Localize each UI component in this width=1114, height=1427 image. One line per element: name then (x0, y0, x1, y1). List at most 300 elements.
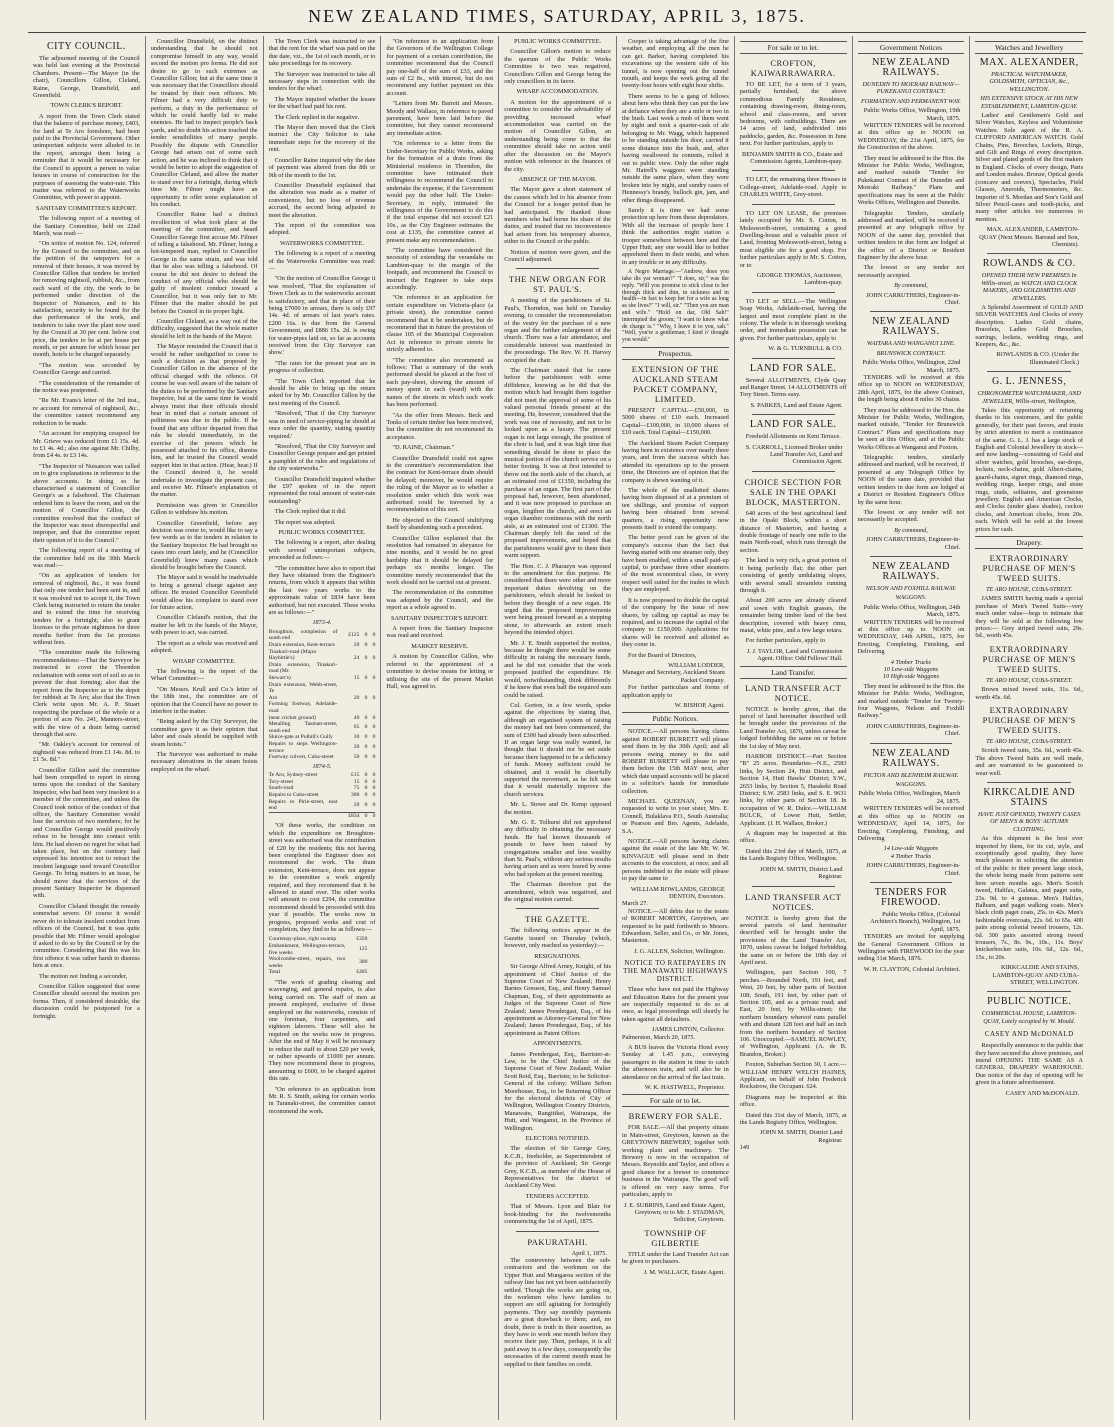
table-cell: 0 (372, 772, 376, 779)
paragraph: "Mr. Oakley's account for removal of nightsoil was reduced from £1 14s. 8d. to £1 5s. 8d." (33, 741, 140, 764)
crofton-title: CROFTON, KAIWARRAWARRA. (750, 58, 836, 78)
paragraph: "Letters from Mr. Barrett and Messrs. Moody and Wallace, in reference to paved pavement, have been laid before the committee, but they cannot recommend any immediate action. (386, 100, 494, 137)
paragraph: The Surveyor was authorised to make necessary alterations in the steam hoists employed on the wharf. (150, 750, 258, 773)
table-cell: Tinakori-road (Major (268, 648, 317, 655)
drapery-2-body: Brown mixed tweed suits, 31s. 6d., worth 45s. 6d. (975, 686, 1084, 701)
railway-ad-3-title: NEW ZEALAND RAILWAYS. (872, 560, 950, 582)
paragraph: TOWN CLERK'S REPORT. (50, 102, 123, 110)
works-notes-2 (269, 979, 376, 1115)
table-cell: Woolcombe-street, repairs, two weeks (268, 956, 346, 969)
table-cell: Total (268, 969, 281, 976)
paragraph: "The rates for the present year are in progress of collection. (268, 359, 376, 375)
table-row (269, 662, 376, 675)
kirkcaldie-sub: HAVE JUST OPENED, TWENTY CASES OF MEN'S & BOYS' AUTUMN CLOTHING. (977, 811, 1081, 833)
paragraph: Councillor Dransfield explained that the alteration was made as a matter of convenience, but no loss of revenue accrued, the second being adjusted to meet the alteration. (268, 181, 376, 219)
watches-heading: Watches and Jewellery (975, 41, 1083, 54)
paragraph: Councillor Gillon explained that the resolution had remained in abeyance for nine months, and it would be no great hardship that it should be delayed for perhaps six months longer. The committee merely recommended that the work should not be carried out at present. (386, 534, 494, 587)
steam-packet-body (622, 440, 729, 659)
soap-works-ad: TO LET or SELL.—The Wellington Soap Works, Adelaide-road, having the largest and most complete plant in the colony. The whole is in thorough working order, and immediate possession can be given. For further particulars, apply to (739, 297, 847, 342)
paragraph: Councillor Cleland thought the remedy somewhat severe. Of course it would never do to tolerate insolent conduct from officers of the Council, but it was quite possible that Mr. Filmer would apologise if asked to do so by the Council or by the committee. Considering that this was his first offence it was rather harsh to dismiss him at once. (33, 902, 140, 970)
land-transfer-1-date: Dated this 23rd day of March, 1875, at the Lands Registry Office, Wellington. (739, 847, 847, 863)
max-alexander-body: Ladies' and Gentlemen's Gold and Silver Watches, Keyless and Voluminster Watches. Sole agent of the R. A. CLIFFORD AMERICAN WATCH. Gold Chains, Pins, Brooches, Lockets, Rings, and Gilt and Rings of every description. Silver and plated goods of the first makers in England. Clocks of every design, Paris and London makes. Bronze, Optical goods (concave and convex), Spectacles, Field Glasses, Aneroids, Thermometers, &c. Importer of S. Mordan and Son's Gold and Silver Pencil-cases and tooth-picks, and many other articles too numerous to mention. (975, 112, 1084, 223)
opaki-signature: J. J. TAYLOR, Land and Commission Agent. Office: Odd Fellows' Hall. (746, 647, 843, 663)
paragraph: "On an application of tenders for removal of nightsoil, &c., it was found that only one tender had been sent in, and it was resolved not to accept it, the Town Clerk being instructed to return the tender and to extend the time for receiving tenders for a fortnight; also to grant licenses to the private nightmen for three months further from the 1st proximo without fees. (33, 572, 140, 647)
ratepayers-title: NOTICE TO RATEPAYERS IN THE MANAWATU HIGHWAYS DISTRICT. (623, 959, 728, 984)
table-cell: 20 (353, 801, 360, 808)
kirkcaldie-title: KIRKCALDIE AND STAINS (983, 787, 1076, 809)
land-transfer-title-2: LAND TRANSFER ACT NOTICES. (745, 891, 842, 912)
paragraph: The motion not finding a seconder, (39, 972, 128, 980)
land-sale-title-2: LAND FOR SALE. (749, 419, 837, 431)
paragraph: "The Inspector of Nuisances was called on to give explanations in reference to the above accounts. In doing so he characterised a statement of Councillor George's as a falsehood. The Chairman ordered him to leave the room, and on the motion of Councillor Gillon, the committee resolved that the conduct of the Inspector was most disrespectful and improper, and that the committee report their opinion of it to the Council." (33, 462, 140, 544)
drapery-3-body: Scotch tweed suits, 35s. 6d., worth 45s. The above Tweed Suits are well made, and are warranted to be guaranteed to wear well. (975, 747, 1084, 777)
paragraph: "Resolved, 'That the City Surveyor and Councillor George prepare and get printed a pamphlet of the rules and regulations of the city waterworks.'" (268, 442, 376, 473)
opaki-title: CHOICE SECTION FOR SALE IN THE OPAKI BLOCK, MASTERTON. (744, 476, 842, 507)
table-cell: 0 (364, 754, 368, 761)
table-row (269, 799, 376, 812)
table-row (269, 741, 376, 754)
works-year-1: 1873-4. (312, 619, 332, 627)
paragraph: RESIGNATIONS. (534, 952, 581, 960)
max-alexander-title: MAX. ALEXANDER, (979, 57, 1079, 68)
paragraph: There seems to be a gang of fellows about here who think they can put the law at defiance when they are a mile or two in the bush. Last week a mob of them went by night and took a quarter-cask of ale belonging to Mr. Wagg, which happened to be standing outside his door, carried it some distance into the bush, and, after having swallowed its contents, rolled it out to public view. Only the other night Mr. Hatrell's waggons were standing outside the same place, when they were broken into by night, and sundry cases of Hennessy's brandy, bullock gin, jam, and other things disappeared. (621, 92, 729, 204)
table-cell: 65 (353, 724, 360, 731)
railway-ad-1-sub: DUNEDIN TO MOERAKI RAILWAY—PUKEKANUI CONTRACT. (862, 81, 960, 96)
land-transfer-2-foxton: Foxton, Suburban Section 30, 1 acre.—WILLIAM HENRY WELCH HAINES, Applicant, on behalf of John Frederick Rockstrow, the Occupant. 624. (739, 1061, 847, 1091)
railway-ad-1-body: WRITTEN TENDERS will be received at this office up to NOON on WEDNESDAY, the 21st April, 1875, for the Construction of the above. (857, 122, 965, 152)
table-cell (337, 649, 359, 656)
paragraph: The Mayor gave a short statement of the causes which led to his absence from the Council for a longer period than he had anticipated. He thanked those members who had borne his share of the duties, and trusted that no inconvenience had arisen from his temporary absence, either to the Council or the public. (504, 186, 611, 246)
table-cell: 0 (364, 714, 368, 721)
works-total-d: 0 (372, 812, 376, 819)
table-cell (359, 701, 367, 714)
column-9 (970, 36, 1088, 1420)
paragraph: The Auckland Steam Packet Company having been in existence over nearly three years, and from the success which has attended its operations up to the present time, the Directors are of opinion that the company is shewn wanting of it. (621, 439, 729, 484)
railway-ad-4-date: Public Works Office, Wellington, March 24, 1875. (858, 790, 961, 805)
divider (987, 253, 1071, 254)
table-cell: 125 (359, 946, 368, 953)
table-cell: 0 (372, 724, 376, 731)
railway-ad-1-signature: JOHN CARRUTHERS, Engineer-in-Chief. (866, 291, 961, 306)
table-cell: Stewart's) (268, 675, 291, 681)
list-item: 14 Low-side Waggons (883, 845, 939, 853)
drapery-1-sub: TE ARO HOUSE, CUBA-STREET. (986, 585, 1073, 593)
table-cell: Repairs to Cuba-street (268, 791, 319, 798)
table-row (269, 682, 376, 695)
table-row (269, 655, 376, 662)
paragraph: The controversy between the sub-contractors and the workmen on the Upper Hutt and Mungaroa section of the railway line has not yet been satisfactorily settled. Though the works are going on, the workmen who have families to support are still agitating for fortnightly payments. They say monthly payments are a great drawback to them; and, no doubt, there is truth in their assertion, as they have to work one month before they receive their pay. Then, perhaps, it is all paid away in a few days, consequently the necessaries of the current month must be supplied to their families on credit. (504, 1256, 611, 1368)
railway-ad-2-sub2: BRUNSWICK CONTRACT. (876, 349, 946, 357)
firewood-date: Public Works Office, (Colonial Architect's Branch), Wellington, 1st April, 1875. (870, 910, 961, 933)
column-2 (146, 36, 264, 1420)
firewood-title: TENDERS FOR FIREWOOD. (874, 886, 948, 908)
railway-ad-1-title: NEW ZEALAND RAILWAYS. (872, 57, 950, 78)
pakuratahi-date: April 1, 1875. (571, 1249, 607, 1257)
table-row (269, 779, 376, 786)
crofton-signature: BENJAMIN SMITH & CO., Estate and Commission Agents, Lambton-quay. (742, 150, 843, 166)
public-notice-title: PUBLIC NOTICE. (987, 996, 1072, 1008)
railway-ad-3-address: They must be addressed to the Hon. the Minister for Public Works, Wellington, and marked outside "Tender for Twenty-four Waggons, Nelson and Foxhill Railway." (857, 682, 965, 720)
paragraph: SANITARY COMMITTEE'S REPORT. (35, 204, 137, 212)
paragraph: Notices of motion were given, and the Council adjourned. (504, 248, 611, 263)
paragraph: "On reference to a letter from the Under-Secretary for Public Works, asking for the formation of a drain from the Ministerial residence in Thorndon, the committee have intimated their willingness to recommend the Council to undertake the expense, if the Government would pay the other half. The Under-Secretary, in reply, intimated the willingness of the Government to do this if the total expense did not exceed £21 10s., as the City Engineer estimates the cost at £135, the committee cannot at present make any recommendation. (386, 140, 494, 244)
public-notices-heading: Public Notices. (622, 712, 729, 725)
table-cell: Haybittle's) (268, 655, 295, 662)
railway-ad-3-signature: JOHN CARRUTHERS, Engineer-in-Chief. (866, 722, 961, 738)
works-notes (269, 822, 376, 933)
paragraph: A motion by Councillor Gillon, who referred to the appointment of a committee to devise means for letting or utilising the site of the present Market Hall, was agreed to. (386, 653, 494, 690)
organ-body (504, 297, 611, 903)
table-cell: 0 (364, 785, 368, 792)
divider (516, 268, 599, 269)
railway-ad-2-telegraph: Telegraphic tenders, similarly addressed and marked, will be received, if presented at any Telegraph Office by NOON of the same date, provided that written tenders in due form are lodged at a District or Resident Engineer's Office by the same hour. (857, 454, 965, 506)
column-6 (617, 36, 735, 1420)
land-sale-signature-2: S. CARROLL, Licensed Broker under Land Transfer Act, Land and Commission Agent. (745, 443, 843, 466)
paragraph: Councillor Dransfield, on the distinct understanding that he should not compromise himself in any way, would second the motion pro forma. He did not desire to go to such extremes as Councillor Gillon; but at the same time it was necessary that the Councillors should be treated by their own officers. Mr. Filmer had a very difficult duty to perform, a duty in the performance of which he could hardly fail to make enemies. He had to inspect people's back yards, and no doubt his action touched the tender sensibilities of many people. Possibly the dispute with Councillor George had arisen out of some such action, and he was inclined to think that it would be better to adopt the suggestion of Councillor Cleland, and allow the matter to stand over for a fortnight, during which time Mr. Filmer might have an opportunity to offer some explanation of his conduct. (150, 38, 258, 208)
paragraph: The following is the report of the Wharf Committee:— (150, 667, 258, 683)
table-cell: 0 (364, 675, 368, 681)
column-8 (853, 36, 971, 1420)
table-row (269, 642, 376, 649)
paragraph: "The motion was seconded by Councillor George and carried. (33, 361, 140, 377)
notice-date: March 27. (621, 900, 648, 908)
railway-ad-1-by: By command, (894, 282, 928, 290)
paragraph: He objected to the Council stultifying itself by abandoning such a precedent. (386, 516, 494, 532)
column-1 (28, 36, 146, 1420)
railway-ad-2-date: Public Works Office, Wellington, 22nd March, 1875. (862, 359, 961, 374)
divider (752, 170, 835, 171)
table-cell: 0 (364, 744, 368, 751)
railway-ad-2-address: They must be addressed to the Hon. the Minister for Public Works, Wellington, marked outside, "Tender for Brunswick Contract." Plans and specifications may be seen at this Office, and at the Public Works Offices at Wanganui and Foxton. (857, 406, 965, 451)
table-cell: 0 (364, 801, 368, 808)
kirkcaldie-signature: KIRKCALDIE AND STAINS, LAMBTON-QUAY AND CUBA-STREET, WELLINGTON. (992, 964, 1080, 986)
column-7 (735, 36, 853, 1420)
paragraph: Councillor Cleland, as a way out of the difficulty, suggested that the whole matter should be left in the hands of the Mayor. (150, 318, 258, 340)
paragraph: PUBLIC WORKS COMMITTEE. (514, 38, 602, 45)
public-notices-body (622, 728, 729, 882)
table-row (269, 792, 376, 799)
paragraph: The Surveyor was instructed to take all necessary steps in connection with the tenders for the wharf. (268, 70, 376, 93)
table-cell: Repairs to steps Wellington-terrace (268, 740, 338, 754)
works-total-s: 0 (364, 812, 368, 819)
footer-number: 149 (739, 1144, 750, 1152)
council-reports-continued (386, 38, 493, 690)
brewery-title: BREWERY FOR SALE. (628, 1111, 723, 1122)
table-cell: 0 (364, 724, 368, 731)
paragraph: The Hon. C. J. Pharazyn was opposed to the amendment for this purpose. He considered that there were other and more important duties devolving on the parishioners, which should be looked to before they thought of a new organ. He urged that the proposed improvements were being pressed forward as a stepping stone, to afterwards an extent much beyond the intended object. (504, 562, 611, 637)
paragraph: "The Town Clerk reported that he should be able to bring up the return asked for by Mr. Councillor Gillon by the next meeting of the Council. (268, 377, 376, 407)
kirkcaldie-body: As this shipment is the best ever imported by them, for its cut, style, and exceptionally good quality, they have much pleasure in soliciting the attention of the public to their present large stock, the whole being made from patterns sent here seven months ago. Men's Scotch tweed, Halifax, Galatea, and paget suits, 23s. 9d. to 4 guineas. Men's Halifax, Balbarn, and paget walking coats. Men's black cloth paget coats, 25s. to 42s. Men's fashionable overcoats, 22s. 6d. to 65s. 400 pairs strong colonial tweed trousers, 12s. 6d. 300 pairs assorted strong tweed trousers, 7s., 8s. 9s., 10s., 11s. Boys' knickerbocker suits, 10s. 6d., 12s. 6d., 15s., to 20s. (975, 835, 1084, 961)
railway-ad-3-body: WRITTEN TENDERS will be received at this office up to NOON on WEDNESDAY, 14th APRIL, 1875, for Erecting, Completing, Finishing, and Delivering (857, 618, 965, 656)
table-cell: Drain extension, Tinakori-road (Mr. (268, 661, 338, 675)
paragraph: "On notice of motion No. 124, referred by the Council to the committee, and on the petition of the ratepayers for a removal of their houses, it was moved by Councillor Gillon that tenders be invited for removing nightsoil, rubbish, &c., from each ward of the city, the work to be performed under direction of the Inspector of Nuisances, and to his satisfaction, security to be found for the due performance of the work, and tenderers to take over the plant now used by the Council at 30 per cent. below cost price, the tenders to be at per house per month, or per annum for which house per month, hotels to be charged separately. (33, 240, 140, 359)
land-transfer-1-diagram: A diagram may be inspected at this office. (739, 830, 847, 845)
township-title: TOWNSHIP OF GILBERTIE (644, 1227, 707, 1248)
table-row (269, 734, 376, 741)
table-cell: 0 (372, 655, 376, 662)
paragraph: The whole of the unallotted shares having been disposed of at a premium of ten shillings, and promise of support having been obtained from several quarters, a rising opportunity now presents itself to extend the company. (621, 487, 729, 532)
table-cell: 0 (364, 655, 368, 662)
table-cell (367, 936, 375, 943)
table-cell: 0 (372, 675, 376, 681)
paragraph: The election of Sir George Grey, K.C.B., freeholder, as Superintendent of the province of Auckland; Sir George Grey, K.C.B., as member of the House of Representatives for the district of Auckland City West. (504, 1145, 611, 1190)
drapery-3-sub: TE ARO HOUSE, CUBA-STREET. (986, 738, 1073, 745)
negro-marriage-item: A Negro Marriage.—"Andrew, does you take dis yar woman?" "I does, sir," was the reply. "Will you promise to stick close to her through thick and thin, in sickness and in health—in fact to keep her for a wife as long as she lives?" "I will, sir." "Then you are man and wife." "Hold on dar, Old Sah!" interrupted the groom; "I want to know what de charge is." "Why, I leave it to you, sah." "Well, you're a gentleman; I kind o' thought you would." (621, 269, 729, 344)
council-reports (269, 38, 376, 616)
steam-packet-title: EXTENSION OF THE AUCKLAND STEAM PACKET COMPANY, LIMITED. (631, 363, 719, 404)
steam-packet-signature: WILLIAM LODDER, (668, 661, 725, 669)
table-row (269, 943, 376, 956)
paragraph: Mr. G. E. Tolhurst did not apprehend any difficulty in obtaining the necessary funds. He had known thousands of pounds to have been raised by congregations smaller and less wealthy than St. Paul's, without any serious results having arisen and as were feared by some who had spoken at the present meeting. (504, 819, 611, 878)
table-row (269, 675, 376, 682)
paragraph: "The consideration of the remainder of the notice was postponed. (33, 379, 140, 395)
paragraph: Councillor Greenfield, before any decision was come to, would like to say a few words as to the tenders in relation to the Sanitary Inspector. He had brought no cases into court lately, and he (Councillor Greenfield) knew many cases which should be brought before the Council. (150, 519, 258, 572)
paragraph: "On reference to an application from Mr. R. S. Smith, asking for certain works in Taranaki-street, the committee cannot recommend the work. (268, 1085, 376, 1115)
table-cell: 0 (372, 694, 376, 701)
table-cell: 0 (372, 744, 376, 751)
paragraph: The land is very rich, a great portion of it being perfectly flat; the other part consisting of gently undulating slopes, with several small streamlets running through it. (739, 557, 847, 594)
executors-signature: WILLIAM ROWLANDS, GEORGE DENTON, Executors. (630, 885, 725, 900)
land-transfer-2-date: Dated this 31st day of March, 1875, at the Lands Registry Office, Wellington. (739, 1111, 847, 1127)
paragraph: "The committee have considered the necessity of extending the verandahs on Lambton-quay to the margin of the footpath, and recommend the Council to instruct the Engineer to take steps accordingly. (386, 246, 494, 291)
railway-ad-2-by: By command, (894, 526, 928, 534)
paragraph: "Resolved, 'That if the City Surveyor was in need of service-piping he should at once order the quantity, stating quantity required.' (268, 410, 376, 440)
table-cell: 0 (372, 791, 376, 798)
railway-ad-4-items (858, 845, 965, 860)
table-cell: Courtenay-place, right swamp (268, 936, 337, 943)
table-row (269, 936, 376, 943)
paragraph: The better proof can be given of the company's success than the fact that having started with one steamer only, they have been enabled, within a small paid-up capital, to purchase three other steamers of the most economical class, in every respect well suited for the trades in which they are employed. (621, 534, 729, 594)
masthead-rule (28, 32, 1086, 33)
gazette-body (504, 927, 611, 1225)
city-council-body (33, 55, 140, 1020)
council-end (504, 38, 611, 263)
railway-ad-1-date: Public Works Office, Wellington, 19th March, 1875. (863, 107, 961, 122)
divider (870, 311, 953, 312)
works-table-1 (269, 629, 376, 761)
table-cell: Aro (268, 694, 278, 701)
prospectus-heading: Prospectus. (622, 347, 729, 360)
paragraph: "On the motion of Councillor George it was resolved, 'That the explanation of Town Clerk as to the waterworks account is satisfactory, and that in place of their being £7000 in arrears, there is only £97 14s. 4d. of arrears of last year's rates. £200 16s. is due from the General Government, and £886 15s. 2d. is owing for water-pipes laid on, so far as accounts received from the City Surveyor can show.' (268, 275, 376, 357)
paragraph: Cooper is taking advantage of the fine weather, and employing all the men he can get. Barker, having completed his excavations up the western side of his tunnel, is now opening out the tunnel mouth, and keeps the work going all the twenty-four hours with eight hour shifts. (621, 38, 729, 90)
public-notice-body: Respectfully announce to the public that they have secured the above premises, and intend OPENING THE SAME AS A GENERAL DRAPERY WAREHOUSE. Due notice of the day of opening will be given in a future advertisement. (975, 1042, 1084, 1087)
paragraph: The Mayor reminded the Council that it would be rather undignified to come to such a decision as that proposed by Councillor Gillon in the absence of the official charged with the offence. Of course he was well aware of the nature of the duties to be performed by the Sanitary Inspector, but at the same time he would always insist that their officials should bear in mind that a certain amount of politeness was due to the public. If he found that any officer departed from that rule he should immediately, in the exercise of the powers which he possessed attached to his office, dismiss him, and he trusted the Council would support him in that action. (Hear, hear.) If the Council desired it, he would undertake to investigate the present case, and receive Mr. Filmer's explanation of the matter. (150, 343, 258, 499)
railway-ad-4-signature: JOHN CARRUTHERS, Engineer-in-Chief. (866, 862, 961, 877)
firewood-body: TENDERS are invited for supplying the General Government Offices in Wellington with FIREWOOD for the year ending 31st March, 1876. (857, 933, 965, 963)
list-item: 4 Timber Trucks (890, 852, 932, 860)
table-cell: 300 (351, 791, 360, 798)
paragraph: "The committee have also to report that they have obtained from the Engineer's returns, from which it appears that within the last two years works to the approximate value of £834 have been authorised, but not executed. These works are as follows:—" (268, 564, 376, 617)
railway-ad-4-body: WRITTEN TENDERS will be received at this office up to NOON on WEDNESDAY, April 14, 1875, for Erecting, Completing, Finishing, and Delivering (857, 805, 965, 842)
paragraph: The recommendation of the committee was adopted by the Council, and the report as a whole agreed to. (386, 589, 494, 612)
college-street-ad: TO LET, the remaining three Houses in College-street, Adelaide-road. Apply to CHARLES WHITE, Grey-street. (739, 176, 847, 199)
works-total-label (269, 812, 338, 819)
land-transfer-title-1: LAND TRANSFER ACT NOTICE. (745, 682, 842, 703)
paragraph: The report was adopted. (274, 518, 336, 526)
table-cell: 0 (364, 791, 368, 798)
table-cell (367, 682, 375, 695)
paragraph: SANITARY INSPECTOR'S REPORT. (390, 614, 489, 622)
brewery-body: FOR SALE.—All that property situate in Main-street, Greytown, known as the GREYTOWN BREWERY, together with working plant and machinery. The Brewery is now in the occupation of Messrs. Reynolds and Taylor, and offers a good chance for a brewer to commence business in the Wairarapa. The good will is offered on very easy terms. For particulars, apply to (621, 1124, 729, 1199)
paragraph: 640 acres of the best agricultural land in the Opaki Block, within a short distance of Masterton, and having a double frontage of nearly one mile to the main North-road, which runs through the section. (739, 509, 847, 554)
paragraph: "The committee made the following recommendations:—That the Surveyor be instructed to cover the Thorndon reclamation with some sort of soil so as to prevent the dust forming; also that the report from the Inspector as to the depot for rubbish at Te Aro; also that the Town Clerk write upon Mr. A. P. Stuart respecting the purchase of the whole or a portion of acre No. 241, Manners-street, with the view of a drain being carried through that acre. (33, 649, 140, 738)
paragraph: A motion for the appointment of a committee to consider the advisability of providing increased wharf accommodation was carried on the motion of Councillor Gillon, an understanding being come to that the committee should take no action until after the discussion on the Mayor's motion with reference to the finances of the city. (504, 98, 611, 173)
works-table-3 (269, 936, 376, 976)
rowlands-signature: ROWLANDS & CO. (Under the Illuminated Clock.) (996, 351, 1080, 366)
works-total-amount: £834 (348, 812, 360, 819)
paragraph: Col. Gorton, in a few words, spoke against the objections by stating that, although an organised system of raising the money had not been commenced, the sum of £300 had already been subscribed. If an organ large was really wanted, he thought that it should not be set aside because there happened to be a deficiency of funds. Money sufficient could be obtained, and it would be cheerfully supported the movement, as he felt sure that it would materially improve the church services. (504, 701, 611, 798)
land-sale-body: Several ALLOTMENTS, Clyde Quay and Ranger Street. 14 ALLOTMENTS off Tory Street. Terms easy. (739, 376, 847, 399)
column-4 (381, 36, 499, 1420)
railway-ad-1-sub2: FORMATION AND PERMANENT WAY. (861, 97, 961, 105)
paragraph: "Re Mr. Evans's letter of the 3rd inst., re account for removal of nightsoil, &c., the committee cannot recommend any reduction to be made. (33, 397, 140, 427)
paragraph: NOTICE.—All persons having claims against ROBERT BURRETT will please send them in by the 30th April; and all persons owing money to the said ROBERT BURRETT will please to pay them before the 15th MAY next, after which date unpaid accounts will be placed in a solicitor's hands for immediate collection. (621, 728, 729, 795)
paragraph: "The committee also recommend as follows: That a summary of the work performed should be placed at the foot of each pay-sheet, showing the amount of money spent in each (ward) with the names of the streets in which such work has been performed. (386, 356, 494, 409)
paragraph: WATERWORKS COMMITTEE. (280, 239, 364, 247)
table-cell: 0 (372, 754, 376, 761)
molesworth-signature: GEORGE THOMAS, Auctioneer, Lambton-quay. (756, 271, 843, 287)
steam-packet-capital: PRESENT CAPITAL—£50,000, in 5000 shares of £10 each. Increased Capital—£100,000, in 10,000 shares of £10 each. Total Capital—£150,000. (621, 406, 729, 437)
firewood-signature: W. H. CLAYTON, Colonial Architect. (863, 965, 961, 973)
newspaper-masthead: NEW ZEALAND TIMES, SATURDAY, APRIL 3, 1875. (308, 6, 806, 26)
paragraph: For further particulars, apply to (745, 637, 825, 645)
city-council-title: CITY COUNCIL. (46, 41, 126, 52)
table-cell: 24 (353, 655, 360, 662)
morton-notice (622, 908, 729, 945)
table-row (269, 701, 376, 714)
table-cell: 15 (353, 778, 360, 785)
table-cell: 300 (359, 959, 368, 966)
table-cell: Sluice-gate at Polhill's Gully (268, 734, 333, 741)
drapery-3-title: EXTRAORDINARY PURCHASE OF MEN'S TWEED SUITS. (982, 705, 1076, 735)
paragraph: "As the offer from Messrs. Beck and Tonks of certain timber has been received, but the committee do not recommend its acceptance. (386, 411, 494, 441)
column-3 (264, 36, 382, 1420)
divider (516, 908, 599, 909)
table-cell: Repairs to Pirie-street, east end (268, 798, 338, 812)
paragraph: Councillor Dransfield could not agree to the committee's recommendation that the contract for Kent-terrace drain should be delayed; moreover, he would require the ruling of the Mayor as to whether a resolution under which this work was authorised could be traversed by a recommendation of this sort. (386, 454, 494, 514)
table-cell: Drain extension, Kent-terrace (268, 642, 335, 649)
drapery-heading: Drapery. (975, 536, 1083, 549)
table-row (269, 715, 376, 722)
divider (752, 886, 835, 887)
molesworth-ad: TO LET ON LEASE, the premises lately occupied by Mr. S. Cotton, in Molesworth-street, containing a good Dwelling-house and a valuable piece of Land, fronting Molesworth-street, being a most eligible site for a good shop. For further particulars apply to Mr. S. Cotton, or to (739, 209, 847, 269)
table-cell: 0 (372, 632, 376, 639)
paragraph: "Being asked by the City Surveyor, the committee gave it as their opinion that labor and coals should be supplied with steam hoists." (150, 718, 258, 748)
table-cell: 0 (364, 642, 368, 649)
max-alexander-sub2: HIS EXTENSIVE STOCK AT HIS NEW ESTABLISHMENT, LAMBTON-QUAY. (980, 95, 1078, 110)
table-cell: £15 (351, 772, 360, 779)
paragraph: The following report of a meeting of the Sanitary Committee, held on 22nd March, was read:— (33, 215, 140, 237)
table-row (269, 956, 376, 969)
city-council-continued (151, 38, 258, 773)
land-transfer-heading: Land Transfer. (740, 666, 847, 679)
paragraph: About 200 acres are already cleared and sown with English grasses, the remainder being timber land of the best description, covered with heavy rimu, matai, white pine, and a few large totara. (739, 597, 847, 634)
paragraph: APPOINTMENTS. (532, 1040, 583, 1048)
table-cell: 0 (364, 772, 368, 779)
divider (752, 292, 835, 293)
divider (752, 204, 835, 205)
table-cell: 15 (353, 675, 360, 681)
paragraph: A report from the Town Clerk stated that the balance of purchase money, £403, for land at Te Aro foreshore, had been paid to the Provincial Government. Other unimportant subjects were alluded to in the report, amongst them being a reminder that it would be necessary for the Council to appoint a person to value houses in course of construction for the purposes of assessing the water-rate. This matter was referred to the Waterworks Committee, with power to appoint. (33, 112, 140, 202)
soap-works-signature: W. & G. TURNBULL & CO. (768, 345, 843, 353)
table-row (269, 785, 376, 792)
railway-ad-1-lowest: The lowest or any tender not necessarily accepted. (857, 264, 965, 279)
divider (987, 991, 1071, 992)
steam-packet-agent: W. BISHOP, Agent. (674, 701, 725, 709)
table-cell: 75 (353, 785, 360, 792)
paragraph: The Mayor inquired whether the lessee for the wharf had paid his rent. (268, 95, 376, 111)
table-cell: 0 (372, 801, 376, 808)
railway-ad-1-address: They must be addressed to the Hon. the Minister for Public Works, Wellington, and marked outside "Tender for Pukekanui Contract of the Dunedin and Moeraki Railway." Plans and specifications may be seen at the Public Works Offices, Wellington and Dunedin. (857, 154, 965, 207)
divider (870, 556, 953, 557)
pakuratahi-title: PAKURATAHI. (527, 1236, 588, 1247)
paragraph: Councillor Gillon's motion to reduce the quorum of the Public Works Committee to two was negatived, Councillors Gillon and George being the only councillors in its favor. (504, 48, 611, 86)
railway-ad-1-telegraph: Telegraphic Tenders, similarly addressed and marked, will be received if presented at any telegraph office by NOON of the same day, provided that written tenders in due form are lodged at the office of a District or Resident Engineer by the above hour. (857, 209, 965, 261)
paragraph: The Mayor said it would be inadvisable to bring a general charge against any officer. He trusted Councillor Greenfield would allow his complaint to stand over for future action. (150, 574, 258, 612)
paragraph: The Clerk replied that it did. (274, 508, 347, 516)
pakuratahi-body (504, 1257, 611, 1368)
railway-ad-2-sub: WAITARA AND WANGANUI LINE. (866, 340, 956, 348)
column-5 (499, 36, 617, 1420)
paragraph: The following notices appear in the Gazette issued on Thursday (which, however, only reached us yesterday):— (504, 927, 611, 950)
paragraph: PUBLIC WORKS COMMITTEE. (278, 528, 366, 536)
pakuratahi-continued (622, 38, 729, 266)
table-cell: 0 (372, 714, 376, 721)
paragraph: The Mayor then moved that the Clerk instruct the City Solicitor to take immediate steps for the recovery of the rent. (268, 124, 376, 154)
paragraph: MARKET RESERVE. (411, 642, 469, 650)
paragraph: NOTICE.—All debts due to the estate of ROBERT MORTON, Greytown, are requested to be paid forthwith to Messrs. Edwardson, Seller, and Co., or Mr. Jones, Masterton. (621, 907, 729, 945)
for-sale-heading: For sale or to let. (622, 1094, 729, 1107)
land-transfer-2-detail: Wellington, part Section 100, 7 perches.—Bounded North, 191 feet, and West, 20 feet, by other parts of Section 108; South, 191 feet, by other part of Section 105, and as a private road; and East, 20 feet, by Willis-street; the northern boundary whereof runs parallel with and distant 128 feet and half an inch from the northern boundary of Section 106. Unoccupied.—SAMUEL ROWLEY, of Wellington, Applicant. (A. de B. Brandon, Broker.) (739, 969, 847, 1058)
paragraph: "D. RAINE, Chairman." (392, 444, 455, 452)
drapery-1-body: JAMES SMITH having made a special purchase of Men's Tweed Suits—very much under value—begs to intimate that they will be sold at the following low prices:— Grey striped tweed suits, 29s. 6d., worth 45s. (975, 595, 1084, 640)
steam-packet-note: For further particulars and forms of application apply to (621, 684, 729, 699)
table-cell (337, 662, 359, 675)
rowlands-title: ROWLANDS & CO. (982, 258, 1076, 270)
table-cell (337, 701, 359, 714)
paragraph: The Chairman therefore put the amendment, which was negatived, and the original motion carried. (504, 881, 611, 904)
paragraph: WHARF COMMITTEE. (172, 657, 236, 665)
divider (870, 743, 953, 744)
table-row (269, 721, 376, 734)
max-alexander-signature: MAX. ALEXANDER, LAMBTON-QUAY (Next Messrs. Barraud and Son, Chemists). (979, 226, 1080, 248)
table-cell (367, 969, 375, 976)
bus-signature: W. K. HASTWELL, Proprietor. (644, 1084, 725, 1092)
table-cell: 20 (353, 744, 360, 751)
railway-ad-3-date: Public Works Office, Wellington, 24th March, 1875. (863, 603, 961, 619)
table-cell: Broughton, completion of south end (268, 628, 338, 642)
table-cell: 40 (353, 714, 360, 721)
divider (870, 882, 953, 883)
paragraph: ELECTORS NOTIFIED. (525, 1135, 590, 1143)
jenness-sub: CHRONOMETER WATCHMAKER, AND JEWELLER, Willis-street, Wellington, (977, 390, 1081, 405)
railway-ad-2-lowest: The lowest or any tender will not necessarily be accepted. (857, 508, 965, 524)
for-sale-heading-2: For sale or to let. (740, 41, 847, 54)
table-cell: 0 (372, 734, 376, 741)
table-cell (359, 649, 367, 656)
table-cell: 0 (364, 694, 368, 701)
railway-ad-3-items (858, 659, 965, 681)
divider (752, 414, 835, 415)
ratepayers-signature: JAMES LINTON, Collector. (652, 1026, 725, 1034)
list-item: 10 High-side Waggons (882, 673, 940, 681)
paragraph: Councillor Dransfield inquired whether the £97 spoken of in the report represented the total amount of water-rate outstanding? (268, 475, 376, 505)
paragraph: Mr. L. Stowe and Dr. Kemp opposed the motion. (504, 801, 611, 816)
table-cell (337, 682, 359, 695)
table-cell (367, 956, 375, 969)
table-cell: £405 (356, 969, 368, 976)
table-cell: £350 (356, 936, 368, 943)
